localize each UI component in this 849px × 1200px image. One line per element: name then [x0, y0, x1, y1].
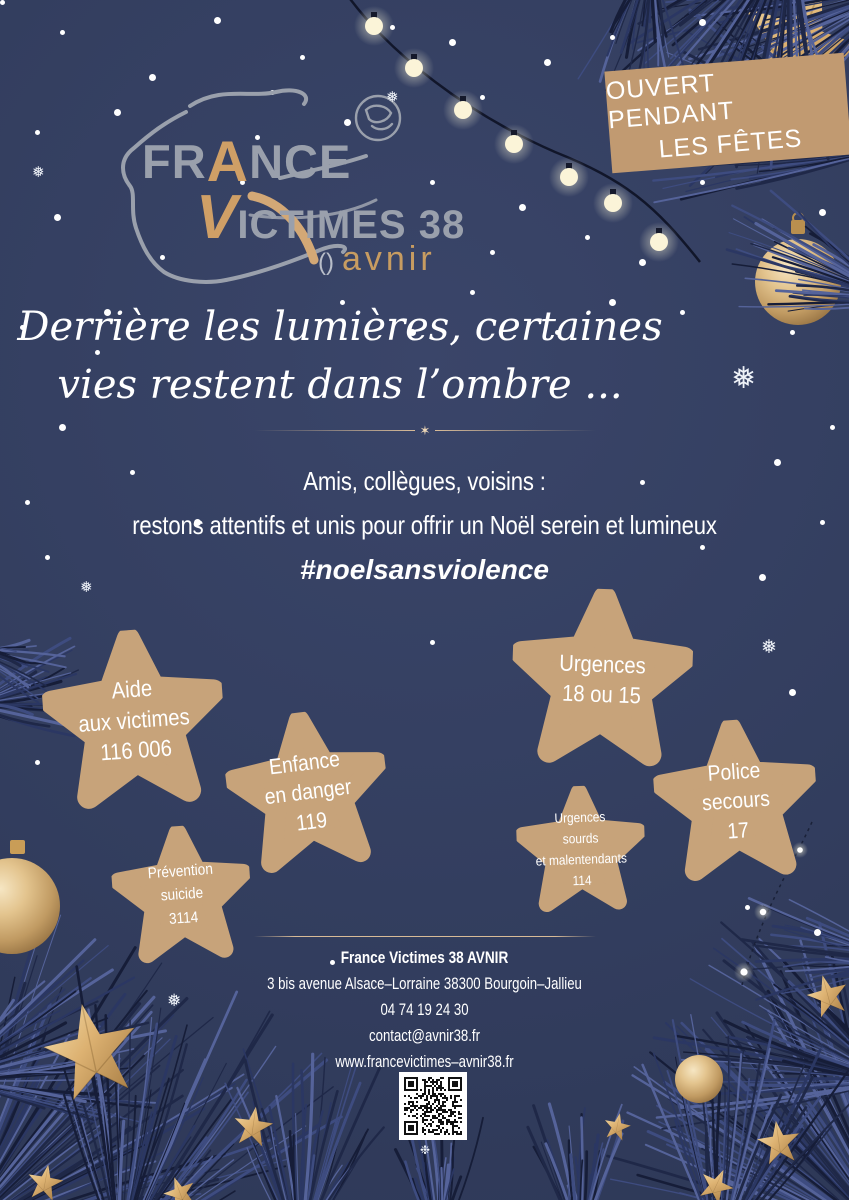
star-phone-number: 119	[294, 806, 329, 836]
star-line: aux victimes	[77, 702, 191, 737]
logo-victimes-38: ICTIMES 38	[237, 203, 466, 247]
divider-star-icon: ✶	[419, 423, 431, 438]
star-line: Enfance	[267, 746, 342, 780]
avnir-label: avnir	[341, 240, 436, 278]
footer-contact-block	[0, 948, 849, 1079]
logo-nce: NCE	[249, 135, 352, 188]
message-block	[0, 466, 849, 586]
org-address: 3 bis avenue Alsace–Lorraine 38300 Bourgoin–Jallieu	[267, 975, 582, 993]
snowflake-icon: ❅	[761, 637, 777, 658]
star-line: Urgences	[554, 809, 606, 827]
footer-divider	[254, 936, 596, 937]
headline-line2: vies restent dans l’ombre ...	[57, 362, 623, 408]
star-phone-number: 114	[572, 872, 592, 889]
sparkle-icon: ❉	[420, 1143, 431, 1157]
headline-script	[0, 298, 680, 414]
hashtag: #noelsansviolence	[299, 554, 549, 585]
holiday-open-banner	[604, 53, 849, 174]
banner-line1: OUVERT PENDANT	[604, 68, 736, 134]
france-victimes-logo	[90, 78, 520, 298]
star-line: Police	[706, 757, 762, 787]
snowflake-icon: ❅	[167, 991, 182, 1010]
snow-dots	[0, 0, 5, 5]
org-name: France Victimes 38 AVNIR	[340, 948, 509, 967]
star-line: Aide	[110, 675, 153, 704]
info-star-aide-aux-victimes	[38, 624, 230, 816]
star-phone-number: 18 ou 15	[561, 679, 642, 709]
qr-code	[399, 1072, 467, 1140]
star-line: sourds	[562, 830, 599, 847]
org-email: contact@avnir38.fr	[369, 1027, 480, 1045]
star-line: secours	[701, 786, 771, 816]
org-website: www.francevictimes–avnir38.fr	[335, 1053, 514, 1071]
star-phone-number: 3114	[168, 908, 199, 928]
star-line: Prévention	[147, 860, 214, 883]
snowflake-icon: ❅	[32, 164, 45, 181]
snowflake-icon: ❅	[80, 579, 93, 596]
banner-line2: LES FÊTES	[657, 123, 804, 164]
star-line: Urgences	[558, 649, 647, 679]
star-line: et malentendants	[535, 850, 628, 869]
bauble-ornament	[0, 840, 60, 954]
star-phone-number: 17	[726, 816, 750, 844]
message-line1: Amis, collègues, voisins :	[303, 466, 546, 496]
info-star-police-secours	[649, 713, 822, 890]
logo-subbrand-avnir	[318, 240, 436, 279]
logo-fr: FR	[142, 135, 207, 188]
message-line2: restons attentifs et unis pour offrir un Noël serein et lumineux	[132, 510, 717, 540]
headline-line1: Derrière les lumières, certaines	[17, 304, 663, 350]
star-divider	[254, 424, 596, 437]
logo-a-accent: A	[206, 130, 250, 194]
snowflake-icon: ❅	[731, 362, 757, 395]
info-star-urgences-sourds	[511, 784, 651, 917]
snowflake-icon: ❅	[386, 89, 399, 106]
org-phone: 04 74 19 24 30	[380, 1001, 469, 1019]
star-phone-number: 116 006	[99, 734, 173, 766]
logo-v-accent: V	[196, 183, 238, 252]
star-line: suicide	[160, 884, 204, 905]
star-line: en danger	[263, 774, 353, 810]
avnir-mark-icon: ()	[318, 249, 334, 276]
